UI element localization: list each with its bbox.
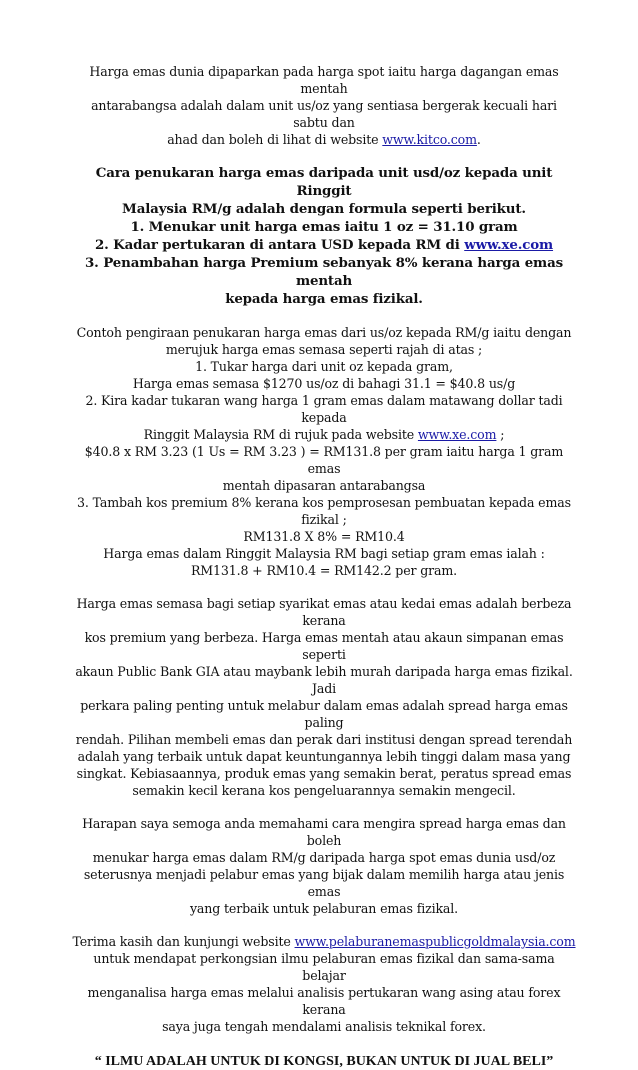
example-line: Harga emas semasa $1270 us/oz di bahagi 31.1 = $40.8 us/g [132,376,516,391]
spacer [72,799,576,815]
thanks-line [72,933,576,950]
heading-step-3: 3. Penambahan harga Premium sebanyak 8% kerana harga emas mentah [85,255,563,289]
spacer [72,579,576,595]
formula-heading [72,164,576,308]
thanks-line: saya juga tengah mendalami analisis teknikal forex. [162,1019,486,1034]
closing-quote: “ ILMU ADALAH UNTUK DI KONGSI, BUKAN UNTUK DI JUAL BELI” [94,1054,554,1069]
spread-line: Harga emas semasa bagi setiap syarikat emas atau kedai emas adalah berbeza kerana [76,596,572,628]
example-line [72,426,576,443]
example-line: 2. Kira kadar tukaran wang harga 1 gram emas dalam matawang dollar tadi kepada [85,393,563,425]
xe-link-2[interactable]: www.xe.com [417,427,497,442]
intro-line: antarabangsa adalah dalam unit us/oz yang sentiasa bergerak kecuali hari sabtu dan [91,98,557,130]
heading-line: kepada harga emas fizikal. [225,291,423,307]
spread-line: adalah yang terbaik untuk dapat keuntungannya lebih tinggi dalam masa yang [77,749,571,764]
intro-text: ahad dan boleh di lihat di website [167,132,383,147]
thanks-line: menganalisa harga emas melalui analisis pertukaran wang asing atau forex kerana [87,985,561,1017]
example-line: Contoh pengiraan penukaran harga emas dari us/oz kepada RM/g iaitu dengan [76,325,572,340]
spacer [72,917,576,933]
intro-line [72,131,576,148]
heading-text: 2. Kadar pertukaran di antara USD kepada RM di [94,237,465,253]
heading-step-1: 1. Menukar unit harga emas iaitu 1 oz = 31.10 gram [130,219,518,235]
spread-line: akaun Public Bank GIA atau maybank lebih murah daripada harga emas fizikal. Jadi [75,664,573,696]
intro-line: Harga emas dunia dipaparkan pada harga spot iaitu harga dagangan emas mentah [89,64,559,96]
example-text: Ringgit Malaysia RM di rujuk pada website [143,427,418,442]
spacer [72,148,576,164]
example-line: RM131.8 X 8% = RM10.4 [243,529,405,544]
spread-line: singkat. Kebiasaannya, produk emas yang semakin berat, peratus spread emas [76,766,572,781]
hope-line: seterusnya menjadi pelabur emas yang bijak dalam memilih harga atau jenis emas [83,867,565,899]
xe-link[interactable]: www.xe.com [464,237,554,253]
spread-line: perkara paling penting untuk melabur dalam emas adalah spread harga emas paling [80,698,568,730]
thanks-line: untuk mendapat perkongsian ilmu pelaburan emas fizikal dan sama-sama belajar [93,951,555,983]
example-line: merujuk harga emas semasa seperti rajah di atas ; [165,342,483,357]
hope-line: Harapan saya semoga anda memahami cara mengira spread harga emas dan boleh [82,816,566,848]
kitco-link[interactable]: www.kitco.com [382,132,477,147]
example-line: $40.8 x RM 3.23 (1 Us = RM 3.23 ) = RM131.8 per gram iaitu harga 1 gram emas [84,444,564,476]
website-link[interactable]: www.pelaburanemaspublicgoldmalaysia.com [294,934,576,949]
example-paragraph [72,324,576,579]
example-line: fizikal ; [301,512,347,527]
intro-paragraph [72,63,576,148]
heading-line: Malaysia RM/g adalah dengan formula seperti berikut. [122,201,526,217]
example-line: mentah dipasaran antarabangsa [222,478,426,493]
example-text: ; [496,427,505,442]
hope-line: menukar harga emas dalam RM/g daripada harga spot emas dunia usd/oz [92,850,556,865]
spacer [72,308,576,324]
hope-line: yang terbaik untuk pelaburan emas fizikal. [189,901,459,916]
heading-line: Cara penukaran harga emas daripada unit usd/oz kepada unit Ringgit [95,165,553,199]
thanks-paragraph [72,933,576,1035]
spread-line: semakin kecil kerana kos pengeluarannya semakin mengecil. [132,783,516,798]
intro-text: . [476,132,481,147]
thanks-text: Terima kasih dan kunjungi website [72,934,295,949]
spread-paragraph [72,595,576,799]
hope-paragraph [72,815,576,917]
example-line: 3. Tambah kos premium 8% kerana kos pemprosesan pembuatan kepada emas [77,495,571,510]
spread-line: rendah. Pilihan membeli emas dan perak dari institusi dengan spread terendah [75,732,573,747]
spacer [72,1035,576,1053]
example-line: Harga emas dalam Ringgit Malaysia RM bagi setiap gram emas ialah : [103,546,545,561]
example-line: 1. Tukar harga dari unit oz kepada gram, [195,359,453,374]
spread-line: kos premium yang berbeza. Harga emas mentah atau akaun simpanan emas seperti [84,630,564,662]
example-line: RM131.8 + RM10.4 = RM142.2 per gram. [190,563,458,578]
heading-step-2 [72,236,576,254]
